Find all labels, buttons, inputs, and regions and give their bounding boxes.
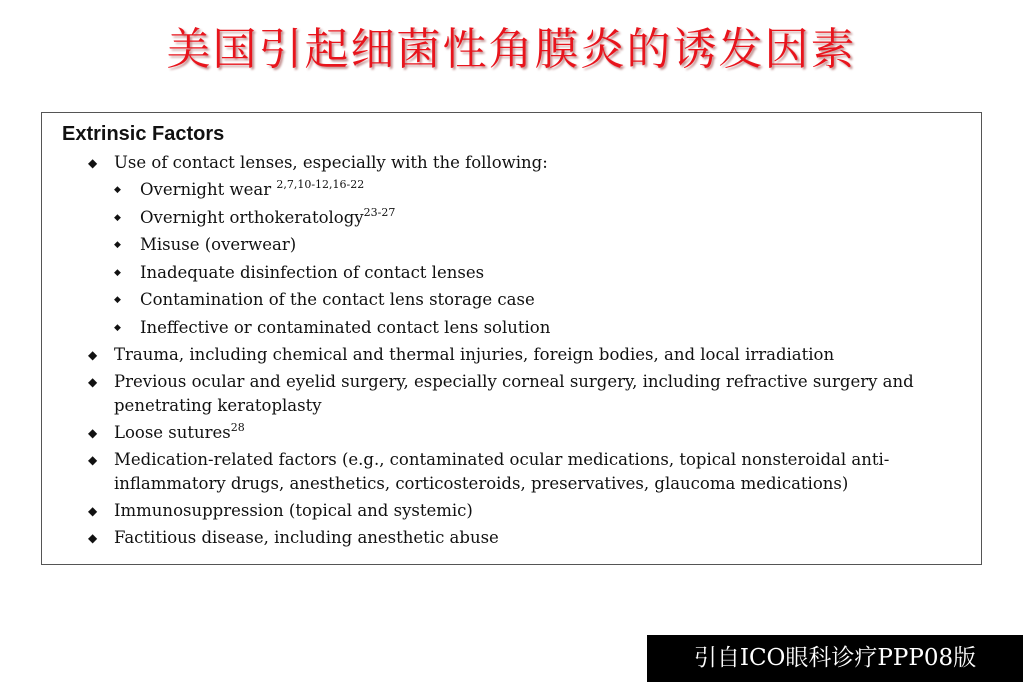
factor-text: Overnight wear xyxy=(140,180,277,199)
section-heading: Extrinsic Factors xyxy=(62,123,225,145)
diamond-bullet-icon: ◆ xyxy=(88,156,98,170)
diamond-bullet-icon: ◆ xyxy=(88,375,98,389)
factor-text: Loose sutures xyxy=(114,423,231,442)
slide-title: 美国引起细菌性角膜炎的诱发因素 xyxy=(166,24,857,75)
list-item xyxy=(114,178,965,202)
factor-text: Ineffective or contaminated contact lens solution xyxy=(140,317,551,337)
diamond-bullet-icon: ◆ xyxy=(114,322,121,333)
diamond-bullet-icon: ◆ xyxy=(114,212,121,223)
list-item xyxy=(62,370,981,418)
list-item xyxy=(62,526,981,550)
list-item xyxy=(114,233,965,257)
factor-text: Contamination of the contact lens storage case xyxy=(140,290,535,309)
diamond-bullet-icon: ◆ xyxy=(88,426,98,440)
factor-text: Previous ocular and eyelid surgery, especially corneal surgery, including refractive surgery and penetrating keratoplasty xyxy=(114,372,914,415)
diamond-bullet-icon: ◆ xyxy=(88,531,98,545)
list-item xyxy=(114,206,965,230)
source-citation-box: 引自ICO眼科诊疗PPP08版 xyxy=(647,635,1023,682)
list-item xyxy=(114,288,965,312)
list-item xyxy=(114,261,965,285)
factor-text: Factitious disease, including anesthetic abuse xyxy=(114,528,499,547)
contact-lens-sub-list xyxy=(114,178,965,340)
citation-reference: 23-27 xyxy=(363,205,396,219)
diamond-bullet-icon: ◆ xyxy=(114,267,121,278)
factor-text: Trauma, including chemical and thermal injuries, foreign bodies, and local irradiation xyxy=(114,345,835,364)
citation-reference: 28 xyxy=(230,421,245,434)
factor-text: Misuse (overwear) xyxy=(140,235,297,254)
factor-text: Immunosuppression (topical and systemic) xyxy=(114,501,473,520)
citation-reference: 2,7,10-12,16-22 xyxy=(276,178,365,191)
factor-text: Use of contact lenses, especially with the following: xyxy=(114,153,548,172)
diamond-bullet-icon: ◆ xyxy=(88,348,98,362)
factor-text: Medication-related factors (e.g., contaminated ocular medications, topical nonsteroidal anti-inflammatory drugs, anesthetics, corticosteroids, preservatives, glaucoma medications) xyxy=(114,450,890,493)
diamond-bullet-icon: ◆ xyxy=(114,240,121,250)
list-item xyxy=(62,343,981,367)
factor-text: Inadequate disinfection of contact lenses xyxy=(140,262,485,282)
diamond-bullet-icon: ◆ xyxy=(88,453,98,467)
factor-text: Overnight orthokeratology xyxy=(140,207,364,227)
document-excerpt xyxy=(41,112,982,565)
diamond-bullet-icon: ◆ xyxy=(114,295,121,305)
diamond-bullet-icon: ◆ xyxy=(88,504,98,518)
list-item xyxy=(62,421,981,445)
factor-list xyxy=(62,151,981,550)
diamond-bullet-icon: ◆ xyxy=(114,185,121,195)
list-item xyxy=(62,448,981,496)
list-item xyxy=(62,499,981,523)
list-item xyxy=(114,316,965,340)
list-item xyxy=(62,151,981,340)
